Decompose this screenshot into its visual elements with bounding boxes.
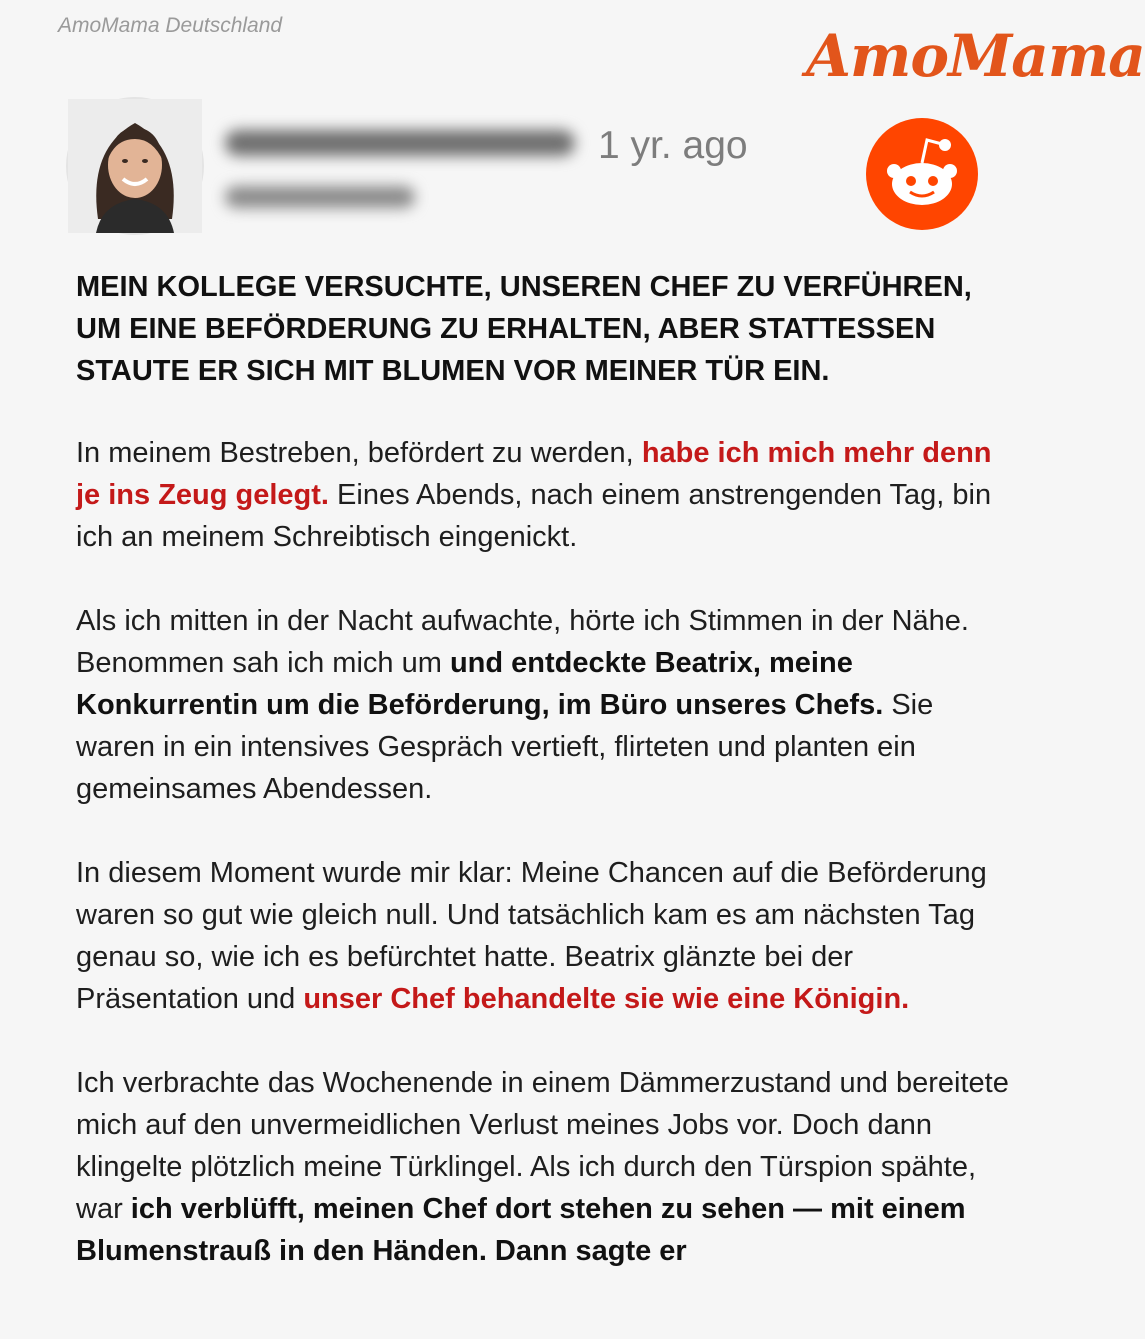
p2-bold: und entdeckte Beatrix, meine Konkurrentin um die Beförderung, im Büro unseres Chefs. [76, 647, 884, 721]
post-timestamp: 1 yr. ago [598, 124, 748, 167]
username-blurred [225, 122, 585, 164]
p3-text-1: In diesem Moment wurde mir klar: Meine Chancen auf die Beförderung waren so gut wie gleich null. Und tatsächlich kam es am nächsten Tag genau so, wie ich es befürchtet hatte. Beatrix glänzte bei der Präsentation und [76, 857, 987, 1015]
article-headline: MEIN KOLLEGE VERSUCHTE, UNSEREN CHEF ZU VERFÜHREN, UM EINE BEFÖRDERUNG ZU ERHALTEN, ABER STATTESSEN STAUTE ER SICH MIT BLUMEN VOR MEINER TÜR EIN. [76, 271, 972, 387]
avatar[interactable] [66, 97, 204, 235]
p2-text-1: Als ich mitten in der Nacht aufwachte, hörte ich Stimmen in der Nähe. Benommen sah ich mich um [76, 605, 969, 679]
source-watermark: AmoMama Deutschland [58, 14, 283, 37]
p1-text-2: Eines Abends, nach einem anstrengenden Tag, bin ich an meinem Schreibtisch eingenickt. [76, 479, 992, 553]
paragraph-1 [76, 432, 1016, 558]
p1-highlight: habe ich mich mehr denn je ins Zeug gelegt. [76, 437, 992, 511]
amomama-logo: AmoMama [806, 22, 1145, 90]
p1-text-1: In meinem Bestreben, befördert zu werden, [76, 437, 642, 469]
subreddit-blurred [225, 180, 425, 214]
p2-text-2: Sie waren in ein intensives Gespräch vertieft, flirteten und planten ein gemeinsames Abendessen. [76, 689, 934, 805]
avatar-photo [68, 99, 202, 233]
p3-highlight: unser Chef behandelte sie wie eine Königin. [303, 983, 910, 1015]
paragraph-4 [76, 1062, 1016, 1272]
paragraph-2 [76, 600, 1016, 810]
p4-text-1: Ich verbrachte das Wochenende in einem Dämmerzustand und bereitete mich auf den unvermeidlichen Verlust meines Jobs vor. Doch dann klingelte plötzlich meine Türklingel. Als ich durch den Türspion spähte, war [76, 1067, 1009, 1225]
paragraph-3 [76, 852, 1016, 1020]
reddit-alien-icon [866, 118, 978, 230]
article-body [76, 266, 1016, 1314]
p4-bold: ich verblüfft, meinen Chef dort stehen zu sehen — mit einem Blumenstrauß in den Händen. Dann sagte er [76, 1193, 966, 1267]
